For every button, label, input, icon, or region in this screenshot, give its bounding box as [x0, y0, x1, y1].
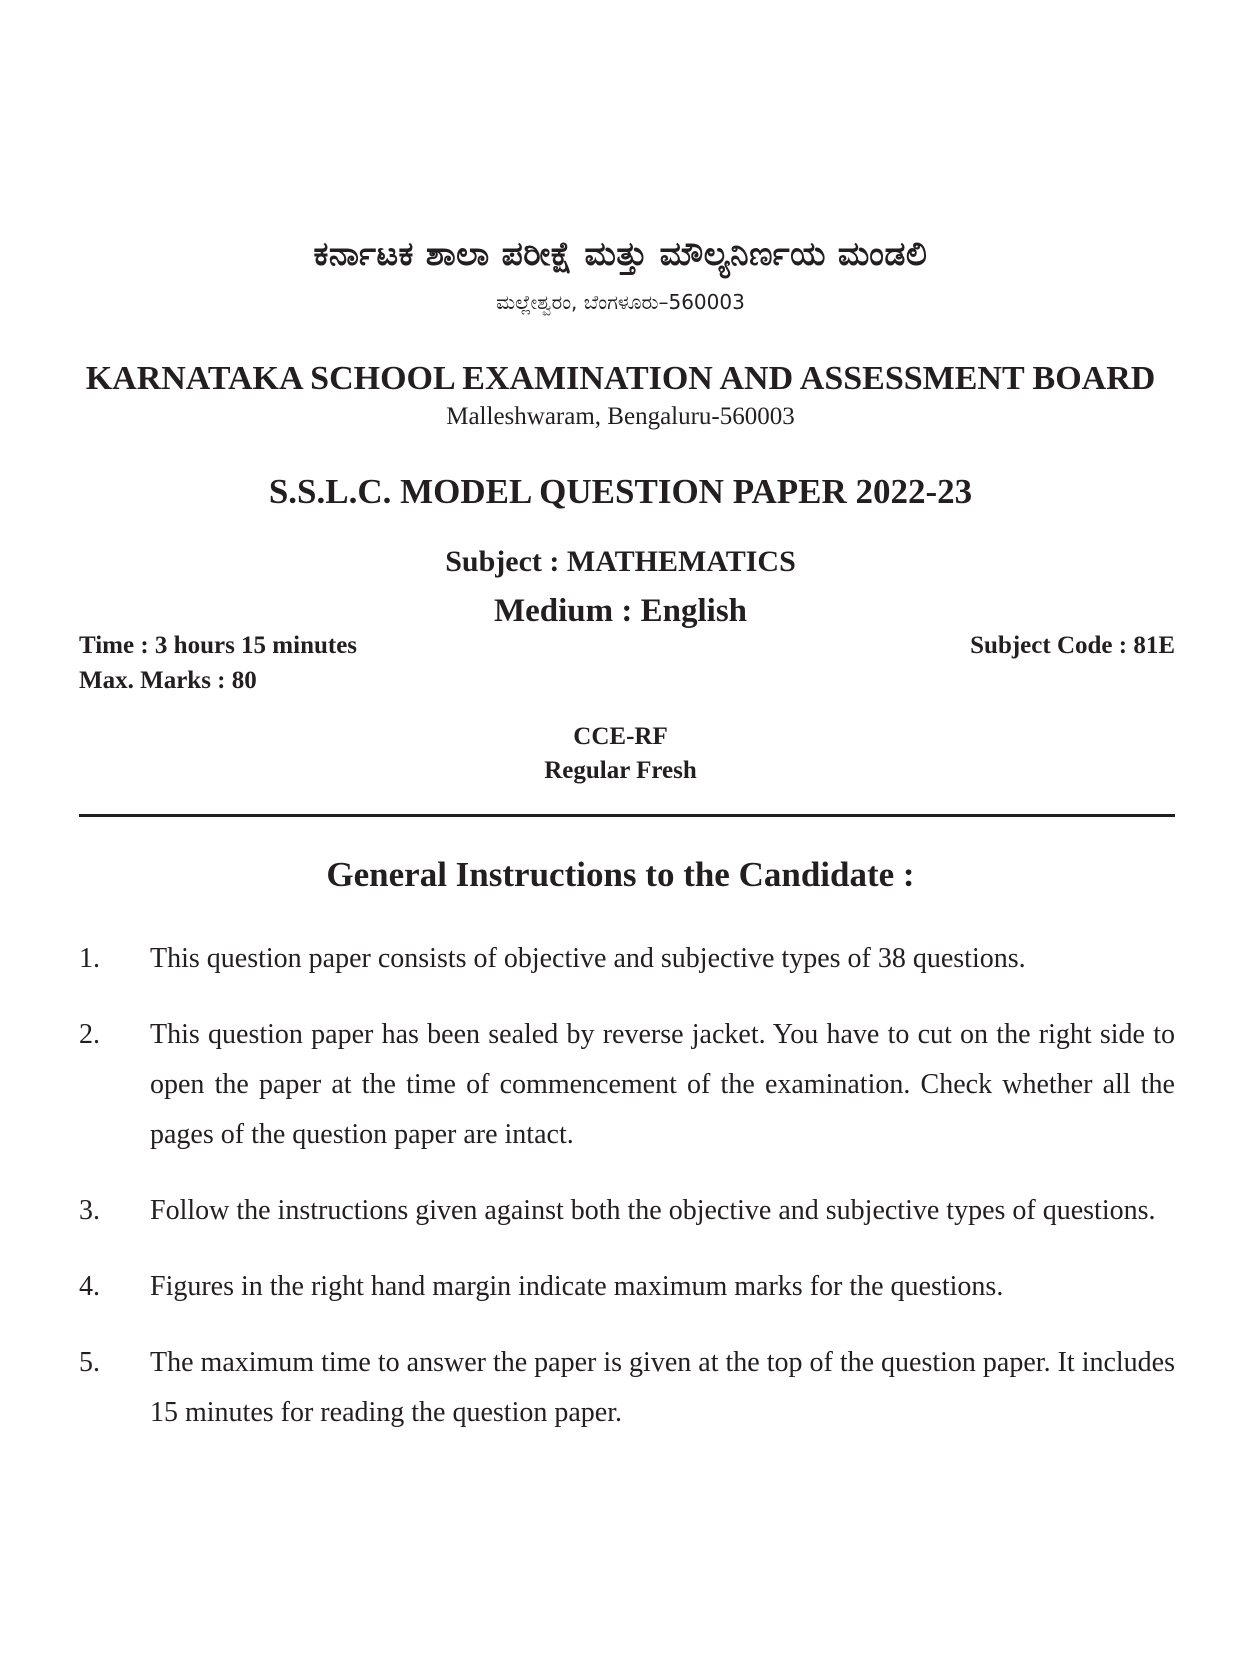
subject-line: Subject : MATHEMATICS [445, 545, 796, 578]
paper-title: S.S.L.C. MODEL QUESTION PAPER 2022-23 [268, 472, 973, 511]
subject-code-info: Subject Code : 81E [970, 632, 1175, 659]
instruction-text: Follow the instructions given against both the objective and subjective types of questions. [150, 1195, 1156, 1226]
time-info: Time : 3 hours 15 minutes [79, 632, 358, 659]
scheme-label: CCE-RF [573, 723, 668, 750]
board-address: Malleshwaram, Bengaluru-560003 [446, 403, 795, 430]
board-name: KARNATAKA SCHOOL EXAMINATION AND ASSESSMENT BOARD [85, 360, 1156, 397]
instruction-item [79, 1262, 1175, 1312]
instruction-item [79, 1338, 1175, 1438]
instruction-item [79, 934, 1175, 984]
instruction-number: 1. [79, 943, 100, 974]
category-label: Regular Fresh [544, 757, 697, 784]
medium-line: Medium : English [493, 593, 748, 629]
instruction-number: 4. [79, 1271, 100, 1302]
instruction-text: Figures in the right hand margin indicate maximum marks for the questions. [150, 1271, 1004, 1302]
instructions-list [79, 934, 1175, 1464]
instruction-item [79, 1010, 1175, 1160]
instruction-text: The maximum time to answer the paper is given at the top of the question paper. It includes 15 minutes for reading the question paper. [150, 1347, 1175, 1428]
max-marks-info: Max. Marks : 80 [79, 667, 257, 694]
instructions-heading: General Instructions to the Candidate : [326, 855, 915, 894]
horizontal-divider [79, 814, 1175, 817]
kannada-address: ಮಲ್ಲೇಶ್ವರಂ, ಬೆಂಗಳೂರು–560003 [496, 290, 745, 314]
instruction-item [79, 1186, 1175, 1236]
kannada-board-name: ಕರ್ನಾಟಕ ಶಾಲಾ ಪರೀಕ್ಷೆ ಮತ್ತು ಮೌಲ್ಯನಿರ್ಣಯ ಮಂಡಲಿ [313, 234, 928, 273]
instruction-text: This question paper consists of objective and subjective types of 38 questions. [150, 943, 1026, 974]
instruction-number: 5. [79, 1347, 100, 1378]
instruction-number: 3. [79, 1195, 100, 1226]
instruction-text: This question paper has been sealed by reverse jacket. You have to cut on the right side to open the paper at the time of commencement of the examination. Check whether all the pages of the question paper are intact. [150, 1019, 1175, 1150]
instruction-number: 2. [79, 1019, 100, 1050]
